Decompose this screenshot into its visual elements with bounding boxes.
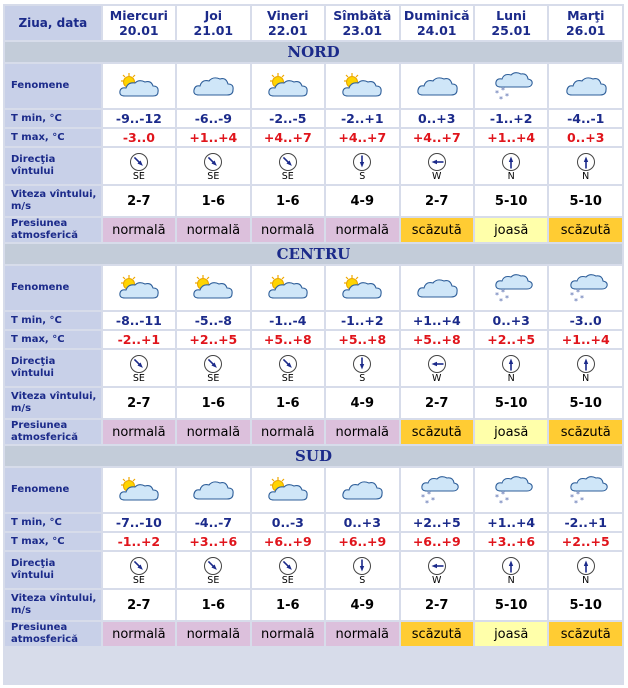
svg-text:*: * [569, 493, 574, 502]
cloud-snow-icon [475, 269, 547, 307]
wind-direction-text: SE [207, 171, 220, 182]
forecast-table [3, 4, 624, 648]
tmin-value: -2..-5 [252, 110, 324, 127]
cloud-snow-icon [475, 67, 547, 105]
row-label-tmax: T max, °C [5, 331, 101, 348]
wind-direction-cell [549, 148, 622, 184]
row-label-tmin: T min, °C [5, 110, 101, 127]
wind-speed-value: 4-9 [326, 388, 398, 418]
day-date: 20.01 [119, 23, 159, 38]
phenomena-cell [177, 64, 249, 108]
tmax-value: -2..+1 [103, 331, 175, 348]
wind-arrow-icon [401, 556, 473, 576]
tmax-value: +2..+5 [549, 533, 622, 550]
cloud-snow-icon [549, 269, 622, 307]
wind-arrow-icon [103, 152, 175, 172]
row-label-tmin: T min, °C [5, 514, 101, 531]
svg-text:*: * [420, 493, 425, 502]
svg-text:*: * [499, 95, 504, 104]
wind-speed-value: 1-6 [252, 590, 324, 620]
wind-direction-cell [326, 552, 398, 588]
tmax-value: +5..+8 [401, 331, 473, 348]
phenomena-cell [475, 266, 547, 310]
wind-speed-value: 1-6 [177, 186, 249, 216]
wind-direction-text: SE [281, 171, 294, 182]
tmax-value: +6..+9 [326, 533, 398, 550]
wind-direction-text: N [582, 373, 590, 384]
wind-speed-value: 2-7 [401, 186, 473, 216]
wind-arrow-icon [475, 152, 547, 172]
pressure-value: normală [326, 420, 398, 444]
wind-direction-cell [103, 552, 175, 588]
wind-direction-cell [177, 350, 249, 386]
tmin-value: -1..+2 [326, 312, 398, 329]
wind-direction-text: W [432, 575, 442, 586]
tmin-value: -2..+1 [326, 110, 398, 127]
phenomena-cell [549, 64, 622, 108]
tmax-row [5, 331, 622, 348]
tmax-value: +6..+9 [401, 533, 473, 550]
svg-text:*: * [495, 89, 500, 98]
day-name: Luni [496, 8, 527, 23]
pressure-value: scăzută [401, 420, 473, 444]
sun-cloud-icon [326, 273, 398, 303]
wind-arrow-icon [326, 354, 398, 374]
wind-direction-cell [401, 148, 473, 184]
phenomena-cell [252, 266, 324, 310]
wind-direction-cell [475, 148, 547, 184]
row-label-phenomena: Fenomene [5, 266, 101, 310]
wind-direction-row [5, 552, 622, 588]
svg-text:*: * [575, 490, 580, 499]
wind-direction-cell [177, 552, 249, 588]
header-day [177, 6, 249, 40]
wind-speed-value: 2-7 [401, 590, 473, 620]
pressure-value: scăzută [549, 622, 622, 646]
sun-cloud-icon [252, 273, 324, 303]
phenomena-cell [326, 64, 398, 108]
tmax-value: +1..+4 [177, 129, 249, 146]
header-day [549, 6, 622, 40]
wind-direction-row [5, 148, 622, 184]
cloud-snow-icon [549, 471, 622, 509]
wind-speed-value: 5-10 [549, 186, 622, 216]
phenomena-cell [326, 266, 398, 310]
wind-direction-cell [252, 552, 324, 588]
cloud-icon [326, 475, 398, 505]
phenomena-cell [252, 64, 324, 108]
row-label-wind_speed: Viteza vîntului, m/s [5, 388, 101, 418]
phenomena-cell [401, 468, 473, 512]
wind-direction-cell [252, 148, 324, 184]
pressure-value: scăzută [549, 218, 622, 242]
wind-direction-text: S [359, 373, 366, 384]
day-date: 24.01 [416, 23, 457, 38]
svg-text:*: * [579, 294, 584, 303]
tmin-value: -5..-8 [177, 312, 249, 329]
phenomena-cell [103, 64, 175, 108]
forecast-panel [3, 4, 624, 685]
tmin-value: -9..-12 [103, 110, 175, 127]
header-day [252, 6, 324, 40]
wind-arrow-icon [177, 354, 249, 374]
row-label-wind_dir: Direcţia vîntului [5, 552, 101, 588]
wind-direction-text: W [432, 171, 442, 182]
row-label-pressure: Presiunea atmosferică [5, 218, 101, 242]
day-date: 25.01 [491, 23, 531, 38]
pressure-row [5, 622, 622, 646]
wind-direction-cell [326, 350, 398, 386]
pressure-value: normală [177, 622, 249, 646]
day-name: Joi [204, 8, 223, 23]
wind-direction-text: N [507, 373, 515, 384]
wind-speed-value: 5-10 [475, 590, 547, 620]
svg-text:*: * [573, 297, 578, 306]
svg-text:*: * [430, 496, 435, 505]
tmin-value: -4..-1 [549, 110, 622, 127]
tmin-value: -2..+1 [549, 514, 622, 531]
phenomena-row [5, 64, 622, 108]
pressure-value: normală [252, 218, 324, 242]
row-label-wind_speed: Viteza vîntului, m/s [5, 590, 101, 620]
wind-arrow-icon [549, 354, 622, 374]
wind-direction-cell [103, 148, 175, 184]
tmax-value: -1..+2 [103, 533, 175, 550]
wind-speed-value: 2-7 [401, 388, 473, 418]
sun-cloud-icon [103, 475, 175, 505]
wind-direction-text: SE [132, 171, 145, 182]
pressure-value: scăzută [401, 218, 473, 242]
tmax-value: +1..+4 [549, 331, 622, 348]
phenomena-cell [103, 468, 175, 512]
wind-direction-text: S [359, 575, 366, 586]
pressure-value: joasă [475, 218, 547, 242]
svg-text:*: * [426, 490, 431, 499]
day-name: Marţi [567, 8, 605, 23]
wind-speed-row [5, 186, 622, 216]
svg-text:*: * [501, 86, 506, 95]
tmin-value: 0..+3 [475, 312, 547, 329]
cloud-icon [401, 273, 473, 303]
cloud-snow-icon [401, 471, 473, 509]
cloud-icon [177, 475, 249, 505]
svg-text:*: * [505, 496, 510, 505]
wind-arrow-icon [103, 556, 175, 576]
wind-speed-row [5, 388, 622, 418]
pressure-value: normală [252, 420, 324, 444]
wind-direction-text: SE [132, 575, 145, 586]
svg-text:*: * [424, 499, 429, 508]
day-name: Sîmbătă [333, 8, 392, 23]
tmax-value: 0..+3 [549, 129, 622, 146]
tmax-value: +5..+8 [252, 331, 324, 348]
phenomena-cell [326, 468, 398, 512]
wind-speed-value: 4-9 [326, 186, 398, 216]
wind-direction-text: SE [281, 373, 294, 384]
tmin-value: 0..+3 [326, 514, 398, 531]
svg-text:*: * [495, 493, 500, 502]
pressure-value: normală [252, 622, 324, 646]
wind-speed-value: 5-10 [549, 388, 622, 418]
wind-arrow-icon [177, 556, 249, 576]
region-title: SUD [5, 446, 622, 466]
region-title: CENTRU [5, 244, 622, 264]
wind-direction-cell [475, 350, 547, 386]
wind-direction-cell [177, 148, 249, 184]
region-title: NORD [5, 42, 622, 62]
svg-text:*: * [499, 499, 504, 508]
wind-direction-text: SE [281, 575, 294, 586]
wind-speed-value: 2-7 [103, 186, 175, 216]
tmin-value: +1..+4 [475, 514, 547, 531]
wind-speed-value: 2-7 [103, 590, 175, 620]
wind-speed-value: 1-6 [252, 388, 324, 418]
phenomena-cell [252, 468, 324, 512]
sun-cloud-icon [103, 71, 175, 101]
pressure-value: normală [326, 218, 398, 242]
row-label-phenomena: Fenomene [5, 64, 101, 108]
wind-speed-row [5, 590, 622, 620]
tmin-value: -1..-4 [252, 312, 324, 329]
header-day-date-label: Ziua, data [5, 6, 101, 40]
wind-direction-cell [252, 350, 324, 386]
phenomena-cell [103, 266, 175, 310]
svg-text:*: * [499, 297, 504, 306]
pressure-value: joasă [475, 622, 547, 646]
tmin-row [5, 110, 622, 127]
sun-cloud-icon [326, 71, 398, 101]
wind-arrow-icon [401, 152, 473, 172]
sun-cloud-icon [252, 71, 324, 101]
wind-direction-text: N [582, 575, 590, 586]
pressure-value: normală [326, 622, 398, 646]
header-row [5, 6, 622, 40]
region-header-row [5, 42, 622, 62]
row-label-pressure: Presiunea atmosferică [5, 622, 101, 646]
day-date: 21.01 [193, 23, 234, 38]
tmin-value: 0..+3 [401, 110, 473, 127]
pressure-value: normală [103, 420, 175, 444]
sun-cloud-icon [252, 475, 324, 505]
tmax-value: +2..+5 [475, 331, 547, 348]
phenomena-cell [401, 64, 473, 108]
svg-text:*: * [573, 499, 578, 508]
day-date: 26.01 [565, 23, 606, 38]
pressure-value: joasă [475, 420, 547, 444]
svg-text:*: * [501, 490, 506, 499]
tmin-value: -1..+2 [475, 110, 547, 127]
tmin-value: -8..-11 [103, 312, 175, 329]
pressure-value: scăzută [549, 420, 622, 444]
wind-direction-cell [103, 350, 175, 386]
wind-direction-cell [326, 148, 398, 184]
row-label-tmax: T max, °C [5, 129, 101, 146]
phenomena-cell [401, 266, 473, 310]
day-date: 23.01 [342, 23, 383, 38]
tmax-value: +2..+5 [177, 331, 249, 348]
tmin-value: 0..-3 [252, 514, 324, 531]
tmin-value: -3..0 [549, 312, 622, 329]
phenomena-cell [177, 266, 249, 310]
svg-text:*: * [501, 288, 506, 297]
tmin-value: -6..-9 [177, 110, 249, 127]
wind-arrow-icon [549, 556, 622, 576]
wind-arrow-icon [475, 354, 547, 374]
sun-cloud-icon [103, 273, 175, 303]
tmax-value: +4..+7 [252, 129, 324, 146]
wind-speed-value: 1-6 [177, 590, 249, 620]
pressure-value: normală [177, 420, 249, 444]
tmax-row [5, 129, 622, 146]
tmax-value: -3..0 [103, 129, 175, 146]
wind-arrow-icon [326, 556, 398, 576]
wind-arrow-icon [549, 152, 622, 172]
phenomena-row [5, 468, 622, 512]
header-day [475, 6, 547, 40]
wind-direction-text: N [507, 171, 515, 182]
tmin-value: +1..+4 [401, 312, 473, 329]
wind-direction-text: SE [132, 373, 145, 384]
wind-direction-cell [401, 350, 473, 386]
region-header-row [5, 446, 622, 466]
tmax-value: +4..+7 [401, 129, 473, 146]
day-date: 22.01 [268, 23, 308, 38]
wind-arrow-icon [475, 556, 547, 576]
cloud-icon [549, 71, 622, 101]
wind-direction-cell [401, 552, 473, 588]
tmax-value: +3..+6 [177, 533, 249, 550]
tmax-value: +4..+7 [326, 129, 398, 146]
row-label-wind_dir: Direcţia vîntului [5, 350, 101, 386]
wind-direction-text: SE [207, 373, 220, 384]
pressure-value: normală [177, 218, 249, 242]
wind-arrow-icon [252, 556, 324, 576]
wind-speed-value: 4-9 [326, 590, 398, 620]
wind-direction-cell [549, 552, 622, 588]
cloud-icon [177, 71, 249, 101]
cloud-icon [401, 71, 473, 101]
wind-direction-cell [475, 552, 547, 588]
phenomena-cell [475, 64, 547, 108]
wind-speed-value: 5-10 [549, 590, 622, 620]
wind-arrow-icon [177, 152, 249, 172]
wind-arrow-icon [252, 152, 324, 172]
wind-direction-row [5, 350, 622, 386]
phenomena-row [5, 266, 622, 310]
header-day [326, 6, 398, 40]
sun-cloud-icon [177, 273, 249, 303]
wind-direction-cell [549, 350, 622, 386]
day-name: Miercuri [109, 8, 168, 23]
phenomena-cell [177, 468, 249, 512]
tmin-value: +2..+5 [401, 514, 473, 531]
pressure-value: scăzută [401, 622, 473, 646]
wind-direction-text: N [582, 171, 590, 182]
svg-text:*: * [579, 496, 584, 505]
tmin-row [5, 514, 622, 531]
row-label-wind_speed: Viteza vîntului, m/s [5, 186, 101, 216]
tmax-value: +3..+6 [475, 533, 547, 550]
tmin-row [5, 312, 622, 329]
wind-speed-value: 1-6 [177, 388, 249, 418]
tmin-value: -7..-10 [103, 514, 175, 531]
phenomena-cell [549, 468, 622, 512]
cloud-snow-icon [475, 471, 547, 509]
wind-arrow-icon [103, 354, 175, 374]
row-label-pressure: Presiunea atmosferică [5, 420, 101, 444]
region-header-row [5, 244, 622, 264]
svg-text:*: * [495, 291, 500, 300]
header-day [401, 6, 473, 40]
wind-speed-value: 1-6 [252, 186, 324, 216]
wind-speed-value: 2-7 [103, 388, 175, 418]
pressure-row [5, 218, 622, 242]
wind-arrow-icon [401, 354, 473, 374]
svg-text:*: * [505, 294, 510, 303]
pressure-value: normală [103, 622, 175, 646]
row-label-wind_dir: Direcţia vîntului [5, 148, 101, 184]
row-label-tmin: T min, °C [5, 312, 101, 329]
wind-direction-text: SE [207, 575, 220, 586]
row-label-phenomena: Fenomene [5, 468, 101, 512]
phenomena-cell [475, 468, 547, 512]
pressure-value: normală [103, 218, 175, 242]
header-day [103, 6, 175, 40]
svg-text:*: * [569, 291, 574, 300]
pressure-row [5, 420, 622, 444]
wind-speed-value: 5-10 [475, 186, 547, 216]
svg-text:*: * [505, 92, 510, 101]
svg-text:*: * [575, 288, 580, 297]
tmax-row [5, 533, 622, 550]
wind-direction-text: N [507, 575, 515, 586]
wind-direction-text: S [359, 171, 366, 182]
tmax-value: +6..+9 [252, 533, 324, 550]
day-name: Duminică [403, 8, 470, 23]
row-label-tmax: T max, °C [5, 533, 101, 550]
day-name: Vineri [267, 8, 309, 23]
wind-arrow-icon [326, 152, 398, 172]
wind-speed-value: 5-10 [475, 388, 547, 418]
phenomena-cell [549, 266, 622, 310]
tmax-value: +1..+4 [475, 129, 547, 146]
wind-direction-text: W [432, 373, 442, 384]
tmax-value: +5..+8 [326, 331, 398, 348]
tmin-value: -4..-7 [177, 514, 249, 531]
wind-arrow-icon [252, 354, 324, 374]
